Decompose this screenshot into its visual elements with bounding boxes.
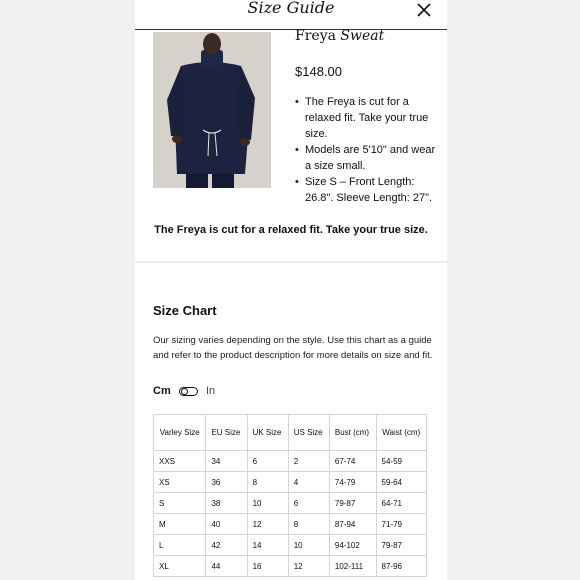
fit-highlight: The Freya is cut for a relaxed fit. Take your true size. [154,224,428,236]
table-cell: 12 [288,556,329,577]
table-row [154,514,427,535]
table-cell: XXS [154,451,206,472]
table-row [154,535,427,556]
size-chart-table [153,414,427,577]
size-guide-header [135,0,447,30]
table-cell: 71-79 [376,514,426,535]
table-cell: 79-87 [329,493,376,514]
col-header-varley-size: Varley Size [154,415,206,451]
product-name-main: Freya [295,28,336,44]
close-icon[interactable] [416,2,432,18]
table-row [154,451,427,472]
table-cell: 94-102 [329,535,376,556]
table-cell: 4 [288,472,329,493]
table-cell: 87-94 [329,514,376,535]
table-cell: 36 [206,472,247,493]
model-illustration [153,32,271,188]
table-cell: 14 [247,535,288,556]
col-header-bust: Bust (cm) [329,415,376,451]
product-details-list [295,94,441,206]
table-cell: 16 [247,556,288,577]
size-chart-title: Size Chart [153,303,217,318]
detail-item-length: • Size S – Front Length: 26.8". Sleeve Length: 27". [295,174,441,206]
table-cell: 10 [247,493,288,514]
col-header-waist: Waist (cm) [376,415,426,451]
table-cell: 12 [247,514,288,535]
table-cell: 59-64 [376,472,426,493]
detail-item-fit: • The Freya is cut for a relaxed fit. Take your true size. [295,94,441,142]
detail-item-model: • Models are 5'10" and wear a size small. [295,142,441,174]
unit-cm-label[interactable]: Cm [153,385,171,397]
product-price: $148.00 [295,64,342,79]
table-cell: 64-71 [376,493,426,514]
col-header-uk-size: UK Size [247,415,288,451]
unit-toggle-switch[interactable] [179,387,198,396]
product-name-style: Sweat [340,28,385,44]
table-cell: XS [154,472,206,493]
size-chart-description: Our sizing varies depending on the style. Use this chart as a guide and refer to the product description for more details on size and fit. [153,335,433,361]
table-cell: S [154,493,206,514]
table-cell: 38 [206,493,247,514]
size-guide-title: Size Guide [247,0,335,17]
table-cell: 67-74 [329,451,376,472]
table-cell: M [154,514,206,535]
table-row [154,493,427,514]
table-row [154,472,427,493]
section-divider [135,261,447,263]
toggle-knob [181,388,188,395]
product-image [153,32,271,188]
table-cell: 2 [288,451,329,472]
table-cell: 87-96 [376,556,426,577]
table-cell: 40 [206,514,247,535]
table-cell: 34 [206,451,247,472]
unit-in-label[interactable]: In [206,385,216,397]
table-cell: 10 [288,535,329,556]
table-cell: 8 [288,514,329,535]
table-cell: 74-79 [329,472,376,493]
table-cell: 79-87 [376,535,426,556]
table-cell: 54-59 [376,451,426,472]
product-name [295,28,384,44]
col-header-eu-size: EU Size [206,415,247,451]
table-cell: 42 [206,535,247,556]
table-cell: 8 [247,472,288,493]
table-cell: XL [154,556,206,577]
col-header-us-size: US Size [288,415,329,451]
table-cell: 6 [247,451,288,472]
table-cell: 44 [206,556,247,577]
table-row [154,556,427,577]
table-cell: 6 [288,493,329,514]
table-cell: L [154,535,206,556]
size-guide-panel [135,0,447,580]
table-cell: 102-111 [329,556,376,577]
table-header-row [154,415,427,451]
